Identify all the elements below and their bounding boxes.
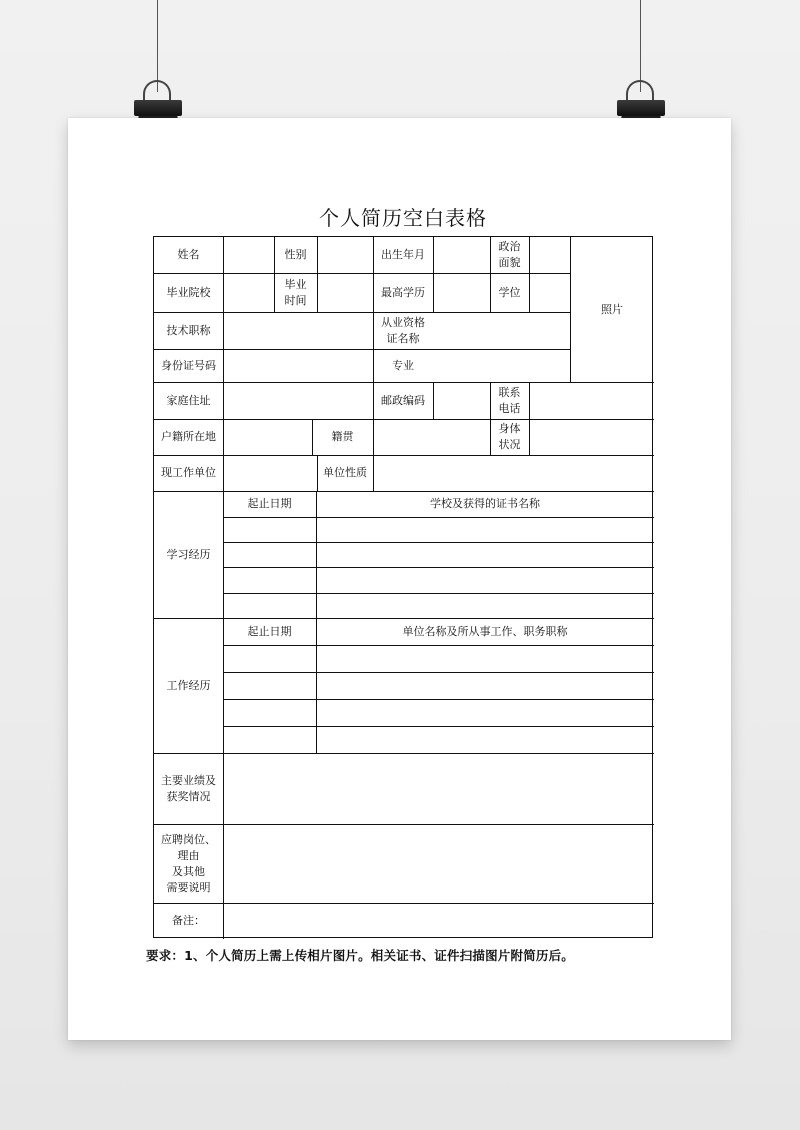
label-employer: 现工作单位 bbox=[161, 466, 216, 479]
label-achievements: 主要业绩及 获奖情况 bbox=[161, 773, 216, 803]
label-education: 最高学历 bbox=[381, 285, 425, 299]
header-study-date: 起止日期 bbox=[247, 497, 292, 510]
label-qualification: 从业资格 证名称 bbox=[381, 315, 425, 345]
label-major: 专业 bbox=[392, 358, 414, 372]
hanging-wire-left bbox=[157, 0, 158, 92]
label-political-status: 政治 面貌 bbox=[498, 240, 521, 269]
hanging-wire-right bbox=[640, 0, 641, 92]
footer-requirement-note: 要求：1、个人简历上需上传相片图片。相关证书、证件扫描图片附简历后。 bbox=[146, 948, 574, 963]
label-phone: 联系 电话 bbox=[498, 385, 521, 415]
label-id-number: 身份证号码 bbox=[161, 358, 216, 372]
label-remarks: 备注： bbox=[172, 914, 205, 927]
header-study-school: 学校及获得的证书名称 bbox=[430, 497, 540, 510]
label-health: 身体 状况 bbox=[498, 422, 521, 451]
label-birth-date: 出生年月 bbox=[381, 248, 425, 261]
label-hukou: 户籍所在地 bbox=[161, 430, 216, 443]
header-work-date: 起止日期 bbox=[247, 624, 292, 638]
label-degree: 学位 bbox=[498, 285, 521, 299]
label-work-section: 工作经历 bbox=[166, 678, 211, 692]
label-gender: 性别 bbox=[284, 248, 307, 261]
label-study-section: 学习经历 bbox=[166, 547, 211, 561]
label-postcode: 邮政编码 bbox=[381, 393, 425, 407]
label-grad-time: 毕业 时间 bbox=[284, 277, 307, 307]
header-work-unit: 单位名称及所从事工作、职务职称 bbox=[402, 624, 568, 638]
label-school: 毕业院校 bbox=[166, 285, 211, 299]
resume-form bbox=[153, 236, 653, 938]
label-title-rank: 技术职称 bbox=[166, 323, 211, 337]
label-application: 应聘岗位、 理由 及其他 需要说明 bbox=[161, 832, 216, 894]
label-name: 姓名 bbox=[177, 248, 200, 261]
label-native-place: 籍贯 bbox=[331, 430, 354, 443]
photo-box[interactable]: 照片 bbox=[601, 302, 623, 316]
label-employer-type: 单位性质 bbox=[323, 466, 367, 479]
document-title: 个人简历空白表格 bbox=[319, 206, 487, 230]
label-address: 家庭住址 bbox=[166, 393, 211, 407]
